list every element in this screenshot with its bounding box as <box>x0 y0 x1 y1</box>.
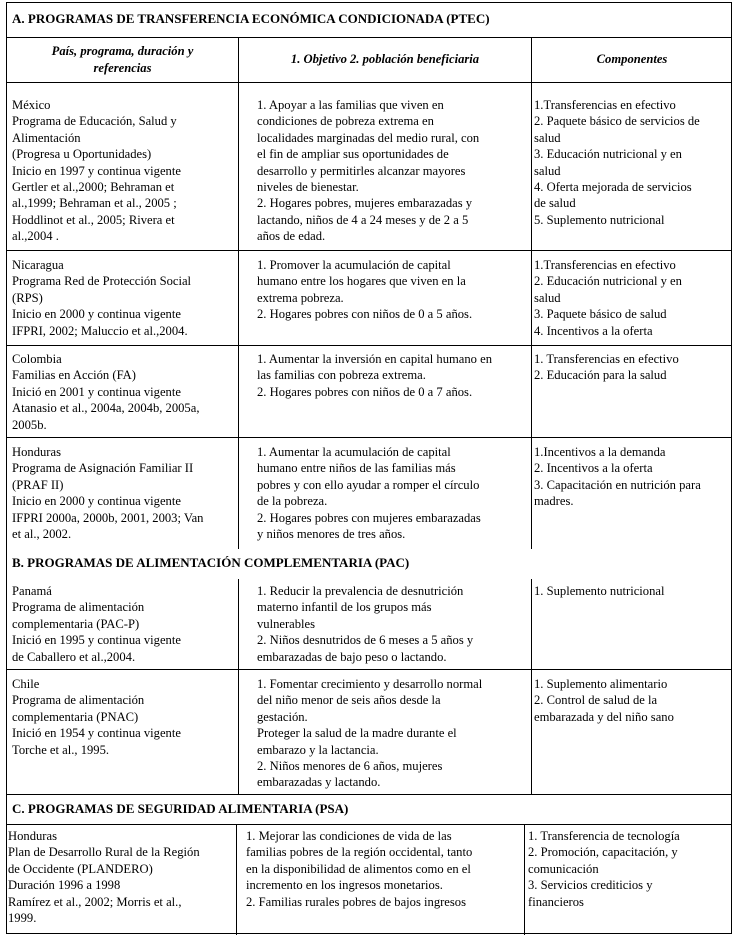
row-colombia-components: 1. Transferencias en efectivo 2. Educación para la salud <box>534 352 679 383</box>
row-honduras-praf-components: 1.Incentivos a la demanda 2. Incentivos a la oferta 3. Capacitación en nutrición para madres. <box>534 445 701 509</box>
divider <box>524 824 525 935</box>
divider <box>531 437 532 549</box>
row-nicaragua-components: 1.Transferencias en efectivo 2. Educación nutricional y en salud 3. Paquete básico de salud 4. Incentivos a la oferta <box>534 258 682 338</box>
row-nicaragua-country: Nicaragua Programa Red de Protección Social (RPS) Inicio en 2000 y continua vigente IFPRI, 2002; Maluccio et al.,2004. <box>12 258 192 338</box>
divider <box>238 579 239 669</box>
row-honduras-praf-country: Honduras Programa de Asignación Familiar II (PRAF II) Inicio en 2000 y continua vigente IFPRI 2000a, 2000b, 2001, 2003; Van et al., 2002. <box>12 445 204 542</box>
divider <box>531 250 532 345</box>
row-chile-components: 1. Suplemento alimentario 2. Control de salud de la embarazada y del niño sano <box>534 677 674 724</box>
divider <box>7 250 731 251</box>
row-honduras-plandero-objective: 1. Mejorar las condiciones de vida de las familias pobres de la región occidental, tanto en la disponibilidad de alimentos como en el incremento en los ingresos monetarios. 2. Familias rurales pobres de bajos ingresos <box>246 829 473 909</box>
divider <box>238 345 239 437</box>
row-panama-objective: 1. Reducir la prevalencia de desnutrición materno infantil de los grupos más vulnerables 2. Niños desnutridos de 6 meses a 5 años y embarazadas de bajo peso o lactando. <box>257 584 474 664</box>
divider <box>238 437 239 549</box>
divider <box>531 37 532 82</box>
header-objective: 1. Objetivo 2. población beneficiaria <box>290 52 480 67</box>
divider <box>238 82 239 250</box>
divider <box>236 824 237 935</box>
row-colombia-country: Colombia Familias en Acción (FA) Inició en 2001 y continua vigente Atanasio et al., 2004a, 2004b, 2005a, 2005b. <box>12 352 200 432</box>
divider <box>531 669 532 794</box>
row-mexico-components: 1.Transferencias en efectivo 2. Paquete básico de servicios de salud 3. Educación nutricional y en salud 4. Oferta mejorada de servicios de salud 5. Suplemento nutricional <box>534 98 700 227</box>
divider <box>531 82 532 250</box>
divider <box>7 437 731 438</box>
programs-table <box>6 2 732 934</box>
row-chile-objective: 1. Fomentar crecimiento y desarrollo normal del niño menor de seis años desde la gestación. Proteger la salud de la madre durante el embarazo y la lactancia. 2. Niños menores de 6 años, mujeres embarazadas y lactando. <box>257 677 483 790</box>
row-mexico-objective: 1. Apoyar a las familias que viven en condiciones de pobreza extrema en localidades marginadas del medio rural, con el fin de ampliar sus oportunidades de desarrollo y permitirles alcanzar mayores niveles de bienestar. 2. Hogares pobres, mujeres embarazadas y lactando, niños de 4 a 24 meses y de 2 a 5 años de edad. <box>257 98 480 244</box>
divider <box>7 824 731 825</box>
row-mexico-country: México Programa de Educación, Salud y Alimentación (Progresa u Oportunidades) Inicio en 1997 y continua vigente Gertler et al.,2000; Behraman et al.,1999; Behraman et al., 2005 ; Hoddlinot et al., 2005; Rivera et al.,2004 . <box>12 98 181 244</box>
row-honduras-plandero-country: Honduras Plan de Desarrollo Rural de la Región de Occidente (PLANDERO) Duración 1996 a 1998 Ramírez et al., 2002; Morris et al., 1999. <box>8 829 200 926</box>
divider <box>238 250 239 345</box>
row-colombia-objective: 1. Aumentar la inversión en capital humano en las familias con pobreza extrema. 2. Hogares pobres con niños de 0 a 7 años. <box>257 352 493 399</box>
row-honduras-plandero-components: 1. Transferencia de tecnología 2. Promoción, capacitación, y comunicación 3. Servicios crediticios y financieros <box>528 829 680 909</box>
divider <box>7 669 731 670</box>
row-honduras-praf-objective: 1. Aumentar la acumulación de capital humano entre niños de las familias más pobres y con ello ayudar a romper el círculo de la pobreza. 2. Hogares pobres con mujeres embarazadas y niños menores de tres años. <box>257 445 481 542</box>
divider <box>7 82 731 83</box>
row-chile-country: Chile Programa de alimentación complementaria (PNAC) Inició en 1954 y continua vigente Torche et al., 1995. <box>12 677 181 757</box>
header-country: País, programa, duración y referencias <box>51 44 194 75</box>
row-nicaragua-objective: 1. Promover la acumulación de capital humano entre los hogares que viven en la extrema pobreza. 2. Hogares pobres con niños de 0 a 5 años. <box>257 258 473 322</box>
divider <box>531 579 532 669</box>
row-panama-country: Panamá Programa de alimentación complementaria (PAC-P) Inició en 1995 y continua vigente de Caballero et al.,2004. <box>12 584 181 664</box>
header-components: Componentes <box>596 52 668 67</box>
section-c-title: C. PROGRAMAS DE SEGURIDAD ALIMENTARIA (PSA) <box>12 800 349 816</box>
section-b-title: B. PROGRAMAS DE ALIMENTACIÓN COMPLEMENTARIA (PAC) <box>12 554 410 570</box>
divider <box>531 345 532 437</box>
divider <box>238 37 239 82</box>
divider <box>238 669 239 794</box>
row-panama-components: 1. Suplemento nutricional <box>534 584 665 598</box>
divider <box>7 345 731 346</box>
section-a-title: A. PROGRAMAS DE TRANSFERENCIA ECONÓMICA CONDICIONADA (PTEC) <box>12 11 490 27</box>
